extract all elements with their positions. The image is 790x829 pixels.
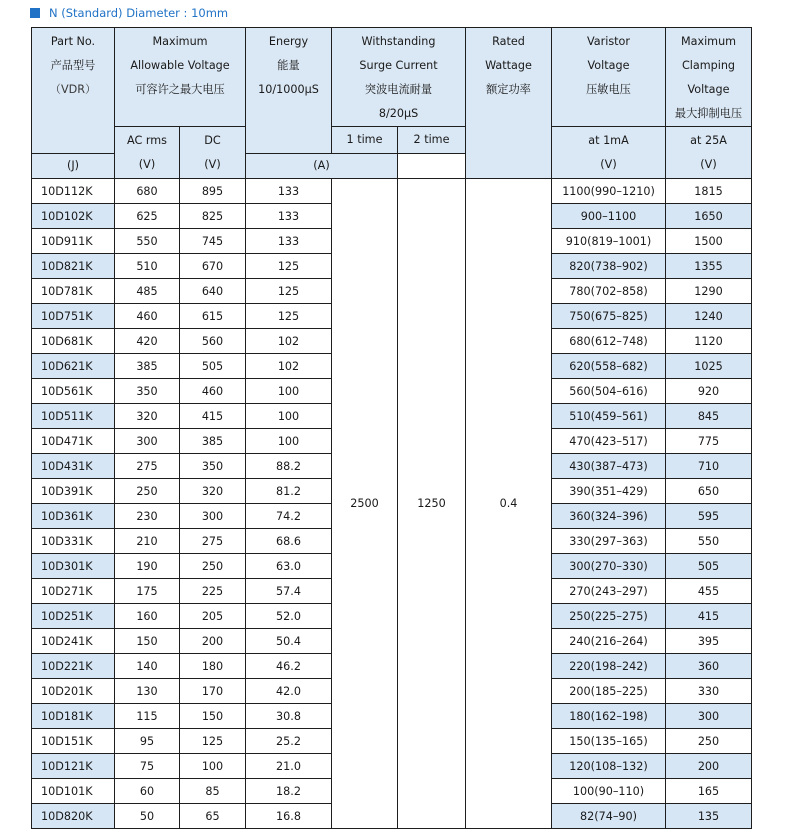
part-number-cell: 10D271K: [32, 579, 115, 604]
caption-text: N (Standard) Diameter : 10mm: [49, 6, 229, 20]
part-number-cell: 10D331K: [32, 529, 115, 554]
varistor-voltage-cell: 330(297–363): [552, 529, 666, 554]
part-number-cell: 10D181K: [32, 704, 115, 729]
ac-rms-cell: 510: [115, 254, 180, 279]
ac-rms-cell: 680: [115, 179, 180, 204]
part-number-cell: 10D911K: [32, 229, 115, 254]
ac-rms-cell: 160: [115, 604, 180, 629]
dc-cell: 85: [180, 779, 246, 804]
ac-rms-cell: 230: [115, 504, 180, 529]
dc-cell: 150: [180, 704, 246, 729]
part-number-cell: 10D561K: [32, 379, 115, 404]
energy-cell: 42.0: [246, 679, 332, 704]
energy-cell: 63.0: [246, 554, 332, 579]
varistor-voltage-cell: 220(198–242): [552, 654, 666, 679]
clamping-voltage-cell: 550: [666, 529, 752, 554]
dc-cell: 745: [180, 229, 246, 254]
energy-cell: 133: [246, 229, 332, 254]
table-row: [32, 179, 752, 204]
energy-cell: 125: [246, 279, 332, 304]
caption-marker-icon: [30, 8, 40, 18]
ac-rms-cell: 385: [115, 354, 180, 379]
header-energy: Energy 能量 10/1000μS: [246, 28, 332, 154]
clamping-voltage-cell: 710: [666, 454, 752, 479]
dc-cell: 275: [180, 529, 246, 554]
energy-cell: 68.6: [246, 529, 332, 554]
clamping-voltage-cell: 1500: [666, 229, 752, 254]
header-part-no: Part No. 产品型号 （VDR）: [32, 28, 115, 154]
ac-rms-cell: 175: [115, 579, 180, 604]
ac-rms-cell: 50: [115, 804, 180, 829]
ac-rms-cell: 420: [115, 329, 180, 354]
clamping-voltage-cell: 1815: [666, 179, 752, 204]
header-two-time: 2 time: [398, 127, 466, 154]
clamping-voltage-cell: 920: [666, 379, 752, 404]
header-rated-wattage: Rated Wattage 额定功率: [466, 28, 552, 179]
varistor-voltage-cell: 470(423–517): [552, 429, 666, 454]
ac-rms-cell: 320: [115, 404, 180, 429]
varistor-voltage-cell: 820(738–902): [552, 254, 666, 279]
varistor-voltage-cell: 780(702–858): [552, 279, 666, 304]
header-at-25a: at 25A (V): [666, 127, 752, 179]
part-number-cell: 10D511K: [32, 404, 115, 429]
clamping-voltage-cell: 360: [666, 654, 752, 679]
varistor-voltage-cell: 270(243–297): [552, 579, 666, 604]
header-unit-a: (A): [246, 154, 398, 179]
energy-cell: 100: [246, 379, 332, 404]
dc-cell: 670: [180, 254, 246, 279]
clamping-voltage-cell: 1290: [666, 279, 752, 304]
clamping-voltage-cell: 165: [666, 779, 752, 804]
ac-rms-cell: 275: [115, 454, 180, 479]
ac-rms-cell: 460: [115, 304, 180, 329]
clamping-voltage-cell: 415: [666, 604, 752, 629]
ac-rms-cell: 250: [115, 479, 180, 504]
header-one-time: 1 time: [332, 127, 398, 154]
part-number-cell: 10D751K: [32, 304, 115, 329]
energy-cell: 125: [246, 254, 332, 279]
clamping-voltage-cell: 650: [666, 479, 752, 504]
varistor-voltage-cell: 180(162–198): [552, 704, 666, 729]
energy-cell: 74.2: [246, 504, 332, 529]
dc-cell: 415: [180, 404, 246, 429]
part-number-cell: 10D301K: [32, 554, 115, 579]
part-number-cell: 10D221K: [32, 654, 115, 679]
energy-cell: 50.4: [246, 629, 332, 654]
surge-2time-cell: 1250: [398, 179, 466, 829]
energy-cell: 125: [246, 304, 332, 329]
dc-cell: 320: [180, 479, 246, 504]
energy-cell: 46.2: [246, 654, 332, 679]
table-body: [32, 179, 752, 829]
part-number-cell: 10D102K: [32, 204, 115, 229]
part-number-cell: 10D621K: [32, 354, 115, 379]
clamping-voltage-cell: 1240: [666, 304, 752, 329]
energy-cell: 102: [246, 329, 332, 354]
part-number-cell: 10D391K: [32, 479, 115, 504]
surge-1time-cell: 2500: [332, 179, 398, 829]
varistor-voltage-cell: 200(185–225): [552, 679, 666, 704]
energy-cell: 18.2: [246, 779, 332, 804]
dc-cell: 225: [180, 579, 246, 604]
varistor-voltage-cell: 900–1100: [552, 204, 666, 229]
varistor-voltage-cell: 620(558–682): [552, 354, 666, 379]
header-clamping-voltage: Maximum Clamping Voltage 最大抑制电压: [666, 28, 752, 127]
varistor-voltage-cell: 240(216–264): [552, 629, 666, 654]
varistor-voltage-cell: 82(74–90): [552, 804, 666, 829]
varistor-voltage-cell: 390(351–429): [552, 479, 666, 504]
part-number-cell: 10D121K: [32, 754, 115, 779]
energy-cell: 102: [246, 354, 332, 379]
part-number-cell: 10D251K: [32, 604, 115, 629]
dc-cell: 385: [180, 429, 246, 454]
part-number-cell: 10D201K: [32, 679, 115, 704]
ac-rms-cell: 550: [115, 229, 180, 254]
clamping-voltage-cell: 200: [666, 754, 752, 779]
dc-cell: 460: [180, 379, 246, 404]
dc-cell: 180: [180, 654, 246, 679]
energy-cell: 133: [246, 179, 332, 204]
energy-cell: 100: [246, 429, 332, 454]
part-number-cell: 10D781K: [32, 279, 115, 304]
part-number-cell: 10D471K: [32, 429, 115, 454]
clamping-voltage-cell: 1355: [666, 254, 752, 279]
varistor-voltage-cell: 430(387–473): [552, 454, 666, 479]
varistor-voltage-cell: 100(90–110): [552, 779, 666, 804]
part-number-cell: 10D151K: [32, 729, 115, 754]
energy-cell: 57.4: [246, 579, 332, 604]
clamping-voltage-cell: 135: [666, 804, 752, 829]
varistor-voltage-cell: 250(225–275): [552, 604, 666, 629]
header-dc: DC (V): [180, 127, 246, 179]
energy-cell: 81.2: [246, 479, 332, 504]
ac-rms-cell: 300: [115, 429, 180, 454]
varistor-voltage-cell: 680(612–748): [552, 329, 666, 354]
clamping-voltage-cell: 845: [666, 404, 752, 429]
varistor-voltage-cell: 560(504–616): [552, 379, 666, 404]
header-ac-rms: AC rms (V): [115, 127, 180, 179]
clamping-voltage-cell: 455: [666, 579, 752, 604]
ac-rms-cell: 150: [115, 629, 180, 654]
ac-rms-cell: 115: [115, 704, 180, 729]
table-caption: [30, 6, 228, 20]
part-number-cell: 10D431K: [32, 454, 115, 479]
ac-rms-cell: 75: [115, 754, 180, 779]
header-max-voltage: Maximum Allowable Voltage 可容许之最大电压: [115, 28, 246, 127]
header-withstanding: Withstanding Surge Current 突波电流耐量 8/20μS: [332, 28, 466, 127]
energy-cell: 21.0: [246, 754, 332, 779]
energy-cell: 88.2: [246, 454, 332, 479]
dc-cell: 200: [180, 629, 246, 654]
clamping-voltage-cell: 775: [666, 429, 752, 454]
dc-cell: 300: [180, 504, 246, 529]
clamping-voltage-cell: 505: [666, 554, 752, 579]
clamping-voltage-cell: 250: [666, 729, 752, 754]
dc-cell: 640: [180, 279, 246, 304]
energy-cell: 16.8: [246, 804, 332, 829]
dc-cell: 100: [180, 754, 246, 779]
clamping-voltage-cell: 330: [666, 679, 752, 704]
clamping-voltage-cell: 1120: [666, 329, 752, 354]
part-number-cell: 10D361K: [32, 504, 115, 529]
clamping-voltage-cell: 595: [666, 504, 752, 529]
ac-rms-cell: 130: [115, 679, 180, 704]
dc-cell: 170: [180, 679, 246, 704]
varistor-voltage-cell: 1100(990–1210): [552, 179, 666, 204]
ac-rms-cell: 485: [115, 279, 180, 304]
energy-cell: 25.2: [246, 729, 332, 754]
dc-cell: 560: [180, 329, 246, 354]
clamping-voltage-cell: 395: [666, 629, 752, 654]
energy-cell: 100: [246, 404, 332, 429]
dc-cell: 65: [180, 804, 246, 829]
header-varistor-voltage: Varistor Voltage 压敏电压: [552, 28, 666, 127]
varistor-voltage-cell: 120(108–132): [552, 754, 666, 779]
clamping-voltage-cell: 1025: [666, 354, 752, 379]
dc-cell: 895: [180, 179, 246, 204]
ac-rms-cell: 60: [115, 779, 180, 804]
clamping-voltage-cell: 1650: [666, 204, 752, 229]
varistor-voltage-cell: 910(819–1001): [552, 229, 666, 254]
part-number-cell: 10D101K: [32, 779, 115, 804]
part-number-cell: 10D241K: [32, 629, 115, 654]
ac-rms-cell: 95: [115, 729, 180, 754]
ac-rms-cell: 210: [115, 529, 180, 554]
varistor-voltage-cell: 150(135–165): [552, 729, 666, 754]
dc-cell: 825: [180, 204, 246, 229]
dc-cell: 205: [180, 604, 246, 629]
energy-cell: 133: [246, 204, 332, 229]
part-number-cell: 10D681K: [32, 329, 115, 354]
varistor-voltage-cell: 750(675–825): [552, 304, 666, 329]
varistor-voltage-cell: 300(270–330): [552, 554, 666, 579]
part-number-cell: 10D821K: [32, 254, 115, 279]
part-number-cell: 10D820K: [32, 804, 115, 829]
dc-cell: 505: [180, 354, 246, 379]
part-number-cell: 10D112K: [32, 179, 115, 204]
ac-rms-cell: 625: [115, 204, 180, 229]
dc-cell: 350: [180, 454, 246, 479]
varistor-voltage-cell: 510(459–561): [552, 404, 666, 429]
varistor-spec-table: [31, 27, 752, 829]
ac-rms-cell: 190: [115, 554, 180, 579]
dc-cell: 250: [180, 554, 246, 579]
dc-cell: 615: [180, 304, 246, 329]
header-at-1ma: at 1mA (V): [552, 127, 666, 179]
varistor-voltage-cell: 360(324–396): [552, 504, 666, 529]
header-unit-j: (J): [32, 154, 115, 179]
energy-cell: 52.0: [246, 604, 332, 629]
rated-wattage-cell: 0.4: [466, 179, 552, 829]
ac-rms-cell: 350: [115, 379, 180, 404]
energy-cell: 30.8: [246, 704, 332, 729]
dc-cell: 125: [180, 729, 246, 754]
clamping-voltage-cell: 300: [666, 704, 752, 729]
ac-rms-cell: 140: [115, 654, 180, 679]
